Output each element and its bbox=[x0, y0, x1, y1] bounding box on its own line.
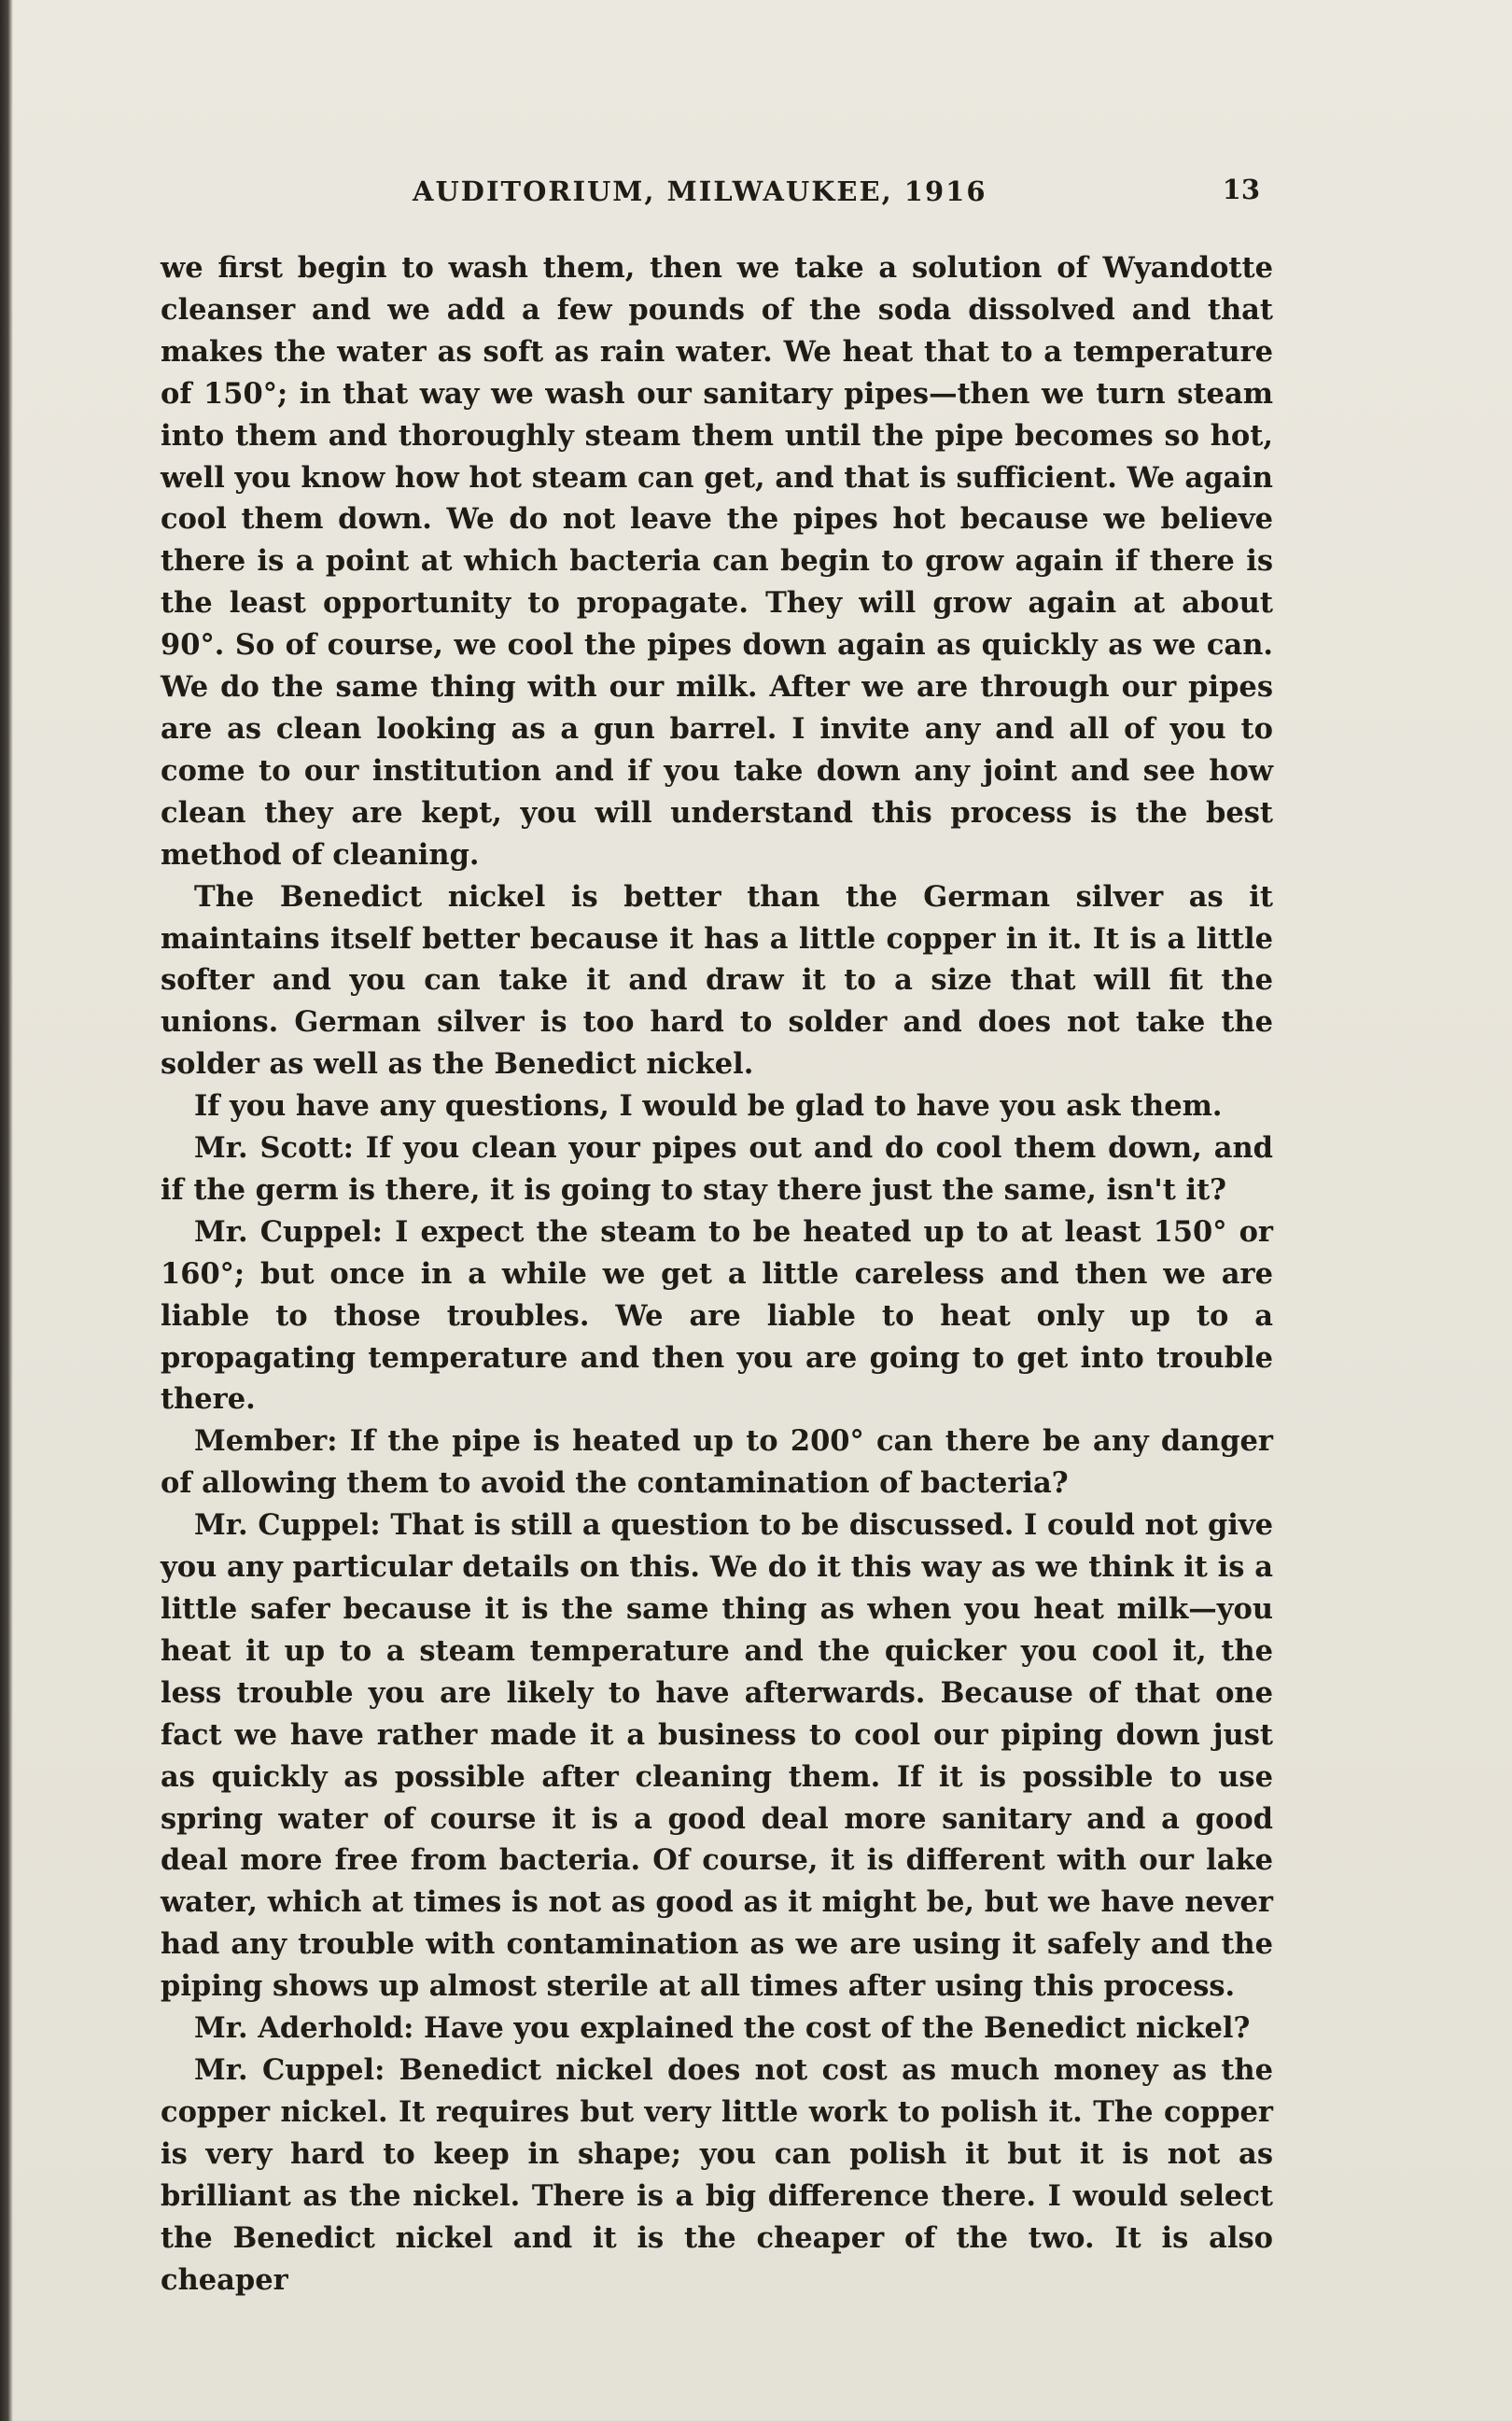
paragraph-8 bbox=[161, 2008, 1273, 2050]
speaker-label: Mr. Scott: bbox=[194, 1131, 354, 1166]
speaker-label: Mr. Cuppel: bbox=[194, 1214, 384, 1249]
binding-edge bbox=[0, 0, 13, 2421]
paragraph-text: I expect the steam to be heated up to at least 150° or 160°; but once in a while we get a little careless and then we are liable to those troubles. We are liable to heat only up to a propagating temperature and then you are going to get into trouble there. bbox=[161, 1214, 1273, 1417]
paragraph-3 bbox=[161, 1085, 1273, 1127]
running-head bbox=[161, 170, 1273, 217]
paragraph-1 bbox=[161, 247, 1273, 876]
paragraph-text: If the pipe is heated up to 200° can there be any danger of allowing them to avoid the contamination of bacteria? bbox=[161, 1424, 1273, 1501]
paragraph-text: That is still a question to be discussed. I could not give you any particular details on this. We do it this way as we think it is a little safer because it is the same thing as when you heat milk—you heat it up to a steam temperature and the quicker you cool it, the less trouble you are likely to have afterwards. Because of that one fact we have rather made it a business to cool our piping down just as quickly as possible after cleaning them. If it is possible to use spring water of course it is a good deal more sanitary and a good deal more free from bacteria. Of course, it is different with our lake water, which at times is not as good as it might be, but we have never had any trouble with contamination as we are using it safely and the piping shows up almost sterile at all times after using this process. bbox=[161, 1508, 1273, 2004]
speaker-label: Mr. Cuppel: bbox=[194, 2052, 385, 2087]
speaker-label: Mr. Aderhold: bbox=[194, 2011, 414, 2046]
speaker-label: Mr. Cuppel: bbox=[194, 1508, 381, 1543]
running-title: AUDITORIUM, MILWAUKEE, 1916 bbox=[413, 175, 987, 207]
paragraph-text: Benedict nickel does not cost as much money as the copper nickel. It requires but very little work to polish it. The copper is very hard to keep in shape; you can polish it but it is not as brilliant as the nickel. There is a big difference there. I would select the Benedict nickel and it is the cheaper of the two. It is also cheaper bbox=[161, 2052, 1274, 2297]
paragraph-5 bbox=[161, 1211, 1273, 1421]
paragraph-text: Have you explained the cost of the Benedict nickel? bbox=[424, 2011, 1251, 2046]
paragraph-text: we first begin to wash them, then we take a solution of Wyandotte cleanser and we add a few pounds of the soda dissolved and that makes the water as soft as rain water. We heat that to a temperature of 150°; in that way we wash our sanitary pipes—then we turn steam into them and thoroughly steam them until the pipe becomes so hot, well you know how hot steam can get, and that is sufficient. We again cool them down. We do not leave the pipes hot because we believe there is a point at which bacteria can begin to grow again if there is the least opportunity to propagate. They will grow again at about 90°. So of course, we cool the pipes down again as quickly as we can. We do the same thing with our milk. After we are through our pipes are as clean looking as a gun barrel. I invite any and all of you to come to our institution and if you take down any joint and see how clean they are kept, you will understand this process is the best method of cleaning. bbox=[161, 251, 1273, 872]
paragraph-4 bbox=[161, 1127, 1273, 1211]
paragraph-2 bbox=[161, 876, 1273, 1086]
body-text bbox=[161, 247, 1273, 2301]
paragraph-text: If you have any questions, I would be glad to have you ask them. bbox=[194, 1089, 1223, 1124]
paragraph-9 bbox=[161, 2050, 1273, 2301]
paragraph-text: If you clean your pipes out and do cool them down, and if the germ is there, it is going to stay there just the same, isn't it? bbox=[161, 1131, 1273, 1207]
paragraph-text: The Benedict nickel is better than the German silver as it maintains itself better because it has a little copper in it. It is a little softer and you can take it and draw it to a size that will fit the unions. German silver is too hard to solder and does not take the solder as well as the Benedict nickel. bbox=[161, 879, 1273, 1082]
paragraph-7 bbox=[161, 1504, 1273, 2008]
paragraph-6 bbox=[161, 1420, 1273, 1504]
page-number: 13 bbox=[1222, 174, 1260, 205]
speaker-label: Member: bbox=[194, 1424, 338, 1459]
